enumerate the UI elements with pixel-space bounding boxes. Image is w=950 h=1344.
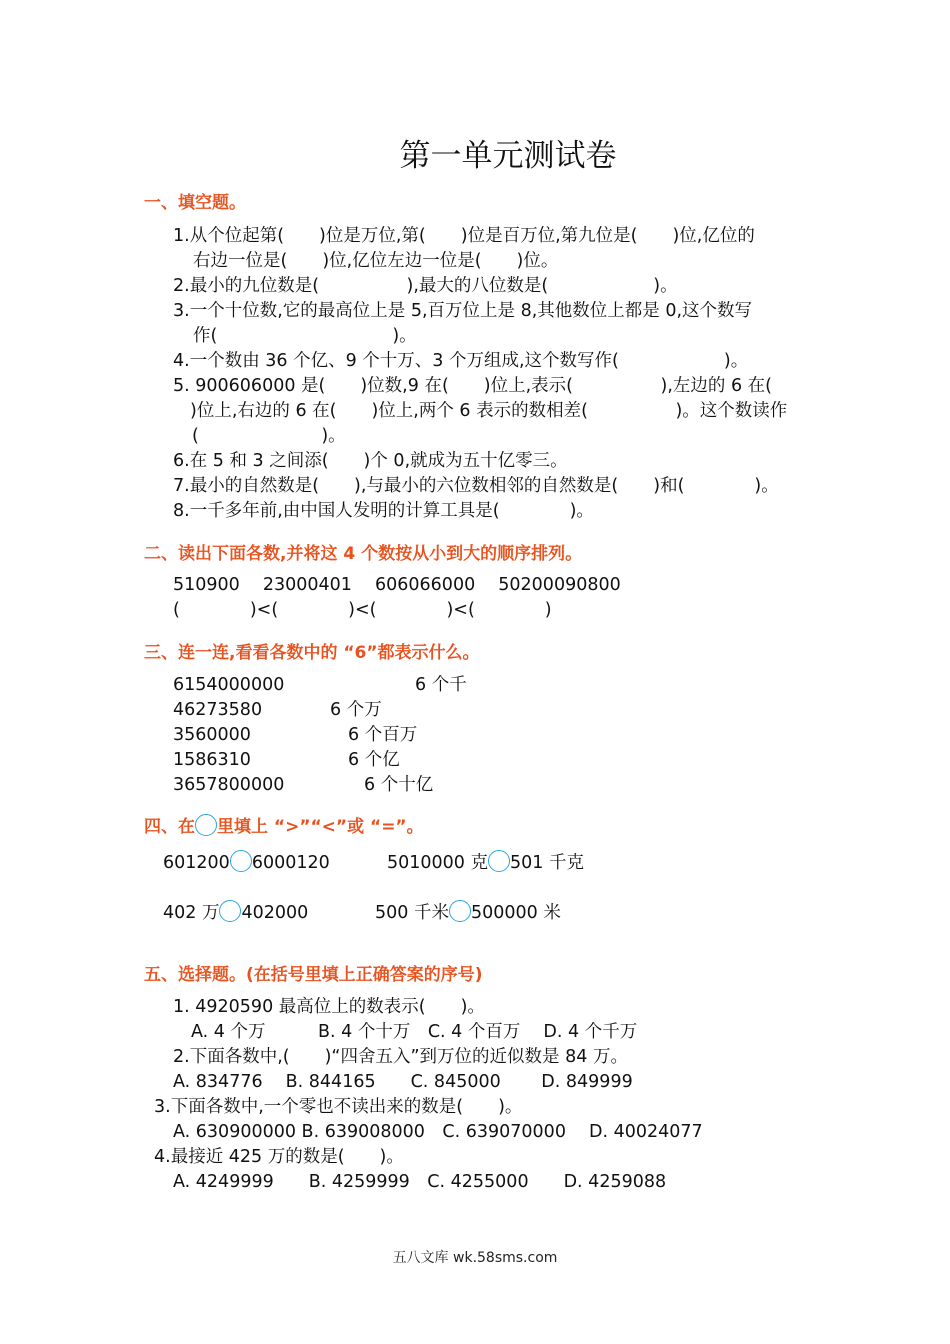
q5-4: 4.最接近 425 万的数是( )。 — [154, 1147, 404, 1167]
q1-7: 7.最小的自然数是( ),与最小的六位数相邻的自然数是( )和( )。 — [173, 476, 779, 496]
q5-2: 2.下面各数中,( )“四舍五入”到万位的近似数是 84 万。 — [173, 1047, 628, 1067]
match-right-4: 6 个亿 — [348, 750, 400, 770]
compare-item-3 — [163, 900, 308, 926]
compare-1-left: 601200 — [163, 853, 230, 873]
q1-5-line1: 5. 900606000 是( )位数,9 在( )位上,表示( ),左边的 6 在( — [173, 376, 772, 396]
section-2-heading: 二、读出下面各数,并将这 4 个数按从小到大的顺序排列。 — [144, 544, 583, 564]
compare-item-2 — [387, 850, 584, 876]
compare-1-circle[interactable] — [230, 850, 252, 872]
q5-1-options: A. 4 个万 B. 4 个十万 C. 4 个百万 D. 4 个千万 — [191, 1022, 638, 1042]
match-right-3: 6 个百万 — [348, 725, 418, 745]
section-1-heading: 一、填空题。 — [144, 193, 246, 213]
q5-3: 3.下面各数中,一个零也不读出来的数是( )。 — [154, 1097, 523, 1117]
section-3-heading: 三、连一连,看看各数中的 “6”都表示什么。 — [144, 643, 480, 663]
q5-2-options: A. 834776 B. 844165 C. 845000 D. 849999 — [173, 1072, 633, 1092]
q5-4-options: A. 4249999 B. 4259999 C. 4255000 D. 4259088 — [173, 1172, 667, 1192]
compare-2-circle[interactable] — [488, 850, 510, 872]
ordering-row: ( )<( )<( )<( ) — [173, 600, 552, 620]
q5-1: 1. 4920590 最高位上的数表示( )。 — [173, 997, 485, 1017]
q1-1-line1: 1.从个位起第( )位是万位,第( )位是百万位,第九位是( )位,亿位的 — [173, 226, 755, 246]
section-4-heading-part1: 四、在 — [144, 817, 195, 837]
compare-3-circle[interactable] — [219, 900, 241, 922]
match-right-1: 6 个千 — [415, 675, 467, 695]
compare-2-left: 5010000 克 — [387, 853, 489, 873]
compare-4-circle[interactable] — [449, 900, 471, 922]
q1-5-line2: )位上,右边的 6 在( )位上,两个 6 表示的数相差( )。这个数读作 — [190, 401, 788, 421]
q1-5-line3: ( )。 — [192, 426, 346, 446]
match-left-2: 46273580 — [173, 700, 263, 720]
compare-2-right: 501 千克 — [510, 853, 584, 873]
q1-4: 4.一个数由 36 个亿、9 个十万、3 个万组成,这个数写作( )。 — [173, 351, 749, 371]
compare-1-right: 6000120 — [251, 853, 330, 873]
q1-6: 6.在 5 和 3 之间添( )个 0,就成为五十亿零三。 — [173, 451, 568, 471]
compare-item-1 — [163, 850, 330, 876]
q1-1-line2: 右边一位是( )位,亿位左边一位是( )位。 — [193, 251, 559, 271]
section-5-heading: 五、选择题。(在括号里填上正确答案的序号) — [144, 965, 483, 985]
circle-icon — [195, 814, 217, 836]
match-right-2: 6 个万 — [330, 700, 382, 720]
q5-3-options: A. 630900000 B. 639008000 C. 639070000 D. 40024077 — [173, 1122, 703, 1142]
match-left-3: 3560000 — [173, 725, 251, 745]
footer-watermark: 五八文库 wk.58sms.com — [392, 1250, 558, 1266]
compare-3-left: 402 万 — [163, 903, 220, 923]
section-4-heading-part2: 里填上 “>”“<”或 “=”。 — [217, 817, 424, 837]
q1-3-line1: 3.一个十位数,它的最高位上是 5,百万位上是 8,其他数位上都是 0,这个数写 — [173, 301, 753, 321]
q1-2: 2.最小的九位数是( ),最大的八位数是( )。 — [173, 276, 678, 296]
numbers-row: 510900 23000401 606066000 50200090800 — [173, 575, 621, 595]
page-title: 第一单元测试卷 — [399, 138, 617, 174]
compare-4-right: 500000 米 — [470, 903, 561, 923]
match-left-4: 1586310 — [173, 750, 251, 770]
section-4-heading — [144, 812, 424, 837]
match-left-1: 6154000000 — [173, 675, 285, 695]
q1-3-line2: 作( )。 — [193, 326, 417, 346]
compare-4-left: 500 千米 — [375, 903, 449, 923]
compare-item-4 — [375, 900, 561, 926]
match-left-5: 3657800000 — [173, 775, 285, 795]
compare-3-right: 402000 — [241, 903, 309, 923]
match-right-5: 6 个十亿 — [364, 775, 434, 795]
q1-8: 8.一千多年前,由中国人发明的计算工具是( )。 — [173, 501, 594, 521]
